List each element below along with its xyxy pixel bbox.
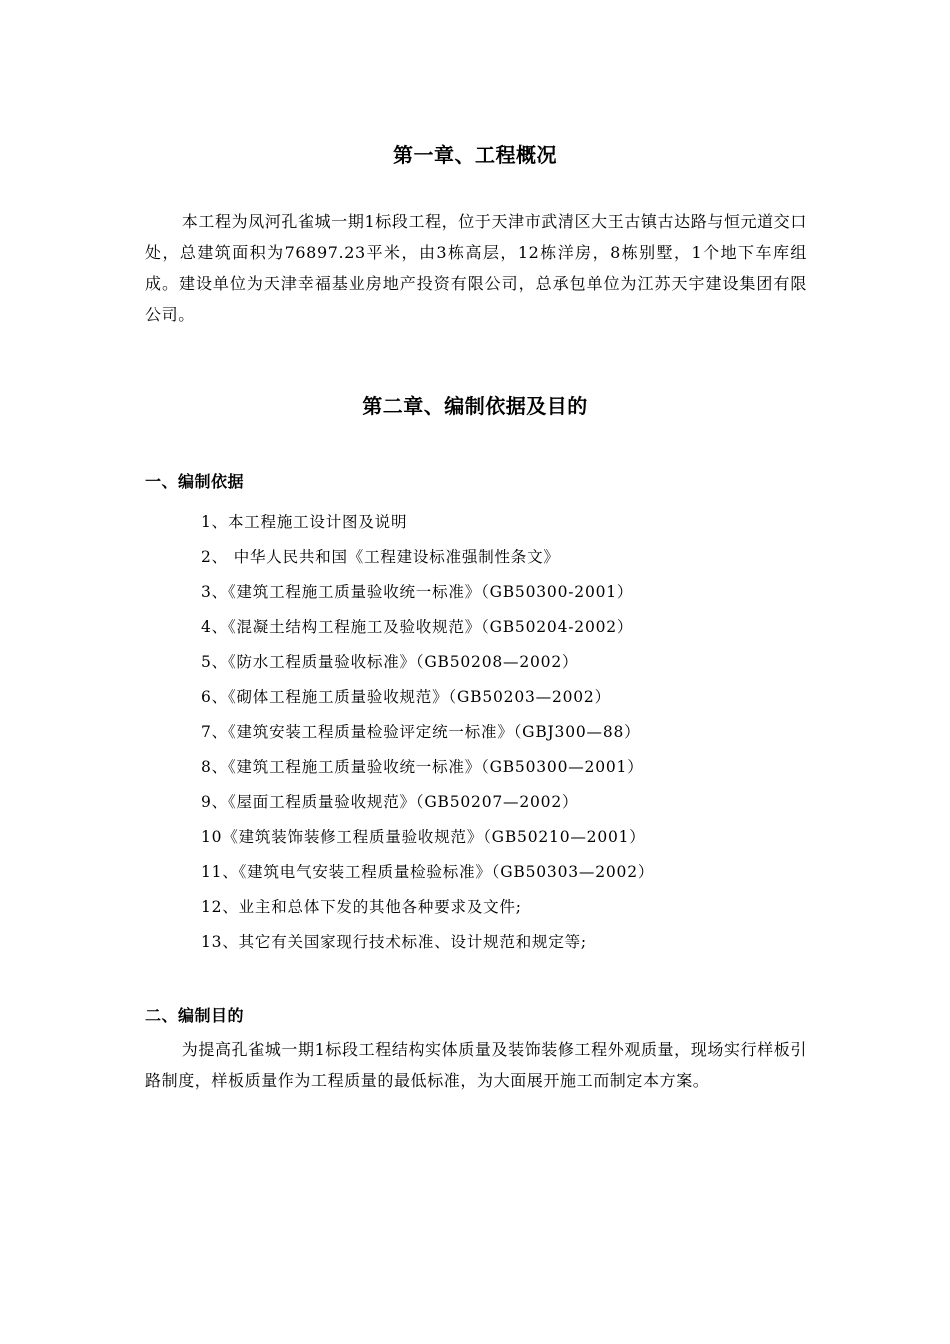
- reference-item: 11、《建筑电气安装工程质量检验标准》（GB50303—2002）: [201, 863, 655, 881]
- reference-item: 7、《建筑安装工程质量检验评定统一标准》（GBJ300—88）: [201, 723, 641, 741]
- chapter-2-title: 第二章、编制依据及目的: [362, 394, 588, 418]
- section-purpose-paragraph: 为提高孔雀城一期1标段工程结构实体质量及装饰装修工程外观质量，现场实行样板引路制度，样板质量作为工程质量的最低标准，为大面展开施工而制定本方案。: [145, 1040, 807, 1090]
- reference-item: 10《建筑装饰装修工程质量验收规范》（GB50210—2001）: [201, 828, 646, 846]
- reference-item: 9、《屋面工程质量验收规范》（GB50207—2002）: [201, 793, 579, 811]
- reference-item: 4、《混凝土结构工程施工及验收规范》（GB50204-2002）: [201, 618, 634, 636]
- reference-item: 13、其它有关国家现行技术标准、设计规范和规定等;: [201, 933, 587, 951]
- reference-list: [201, 507, 654, 962]
- reference-item: 12、业主和总体下发的其他各种要求及文件;: [201, 898, 522, 916]
- section-basis-heading: 一、编制依据: [145, 472, 245, 491]
- reference-item: 1、本工程施工设计图及说明: [201, 513, 408, 531]
- reference-item: 3、《建筑工程施工质量验收统一标准》（GB50300-2001）: [201, 583, 634, 601]
- chapter-1-title: 第一章、工程概况: [393, 143, 557, 167]
- section-purpose-heading: 二、编制目的: [145, 1006, 245, 1025]
- reference-item: 8、《建筑工程施工质量验收统一标准》（GB50300—2001）: [201, 758, 644, 776]
- reference-item: 2、 中华人民共和国《工程建设标准强制性条文》: [201, 548, 560, 566]
- chapter-1-overview-paragraph: 本工程为凤河孔雀城一期1标段工程，位于天津市武清区大王古镇古达路与恒元道交口处，总建筑面积为76897.23平米，由3栋高层，12栋洋房，8栋别墅，1个地下车库组成。建设单位为天津幸福基业房地产投资有限公司，总承包单位为江苏天宇建设集团有限公司。: [145, 212, 807, 324]
- reference-item: 6、《砌体工程施工质量验收规范》（GB50203—2002）: [201, 688, 611, 706]
- reference-item: 5、《防水工程质量验收标准》（GB50208—2002）: [201, 653, 579, 671]
